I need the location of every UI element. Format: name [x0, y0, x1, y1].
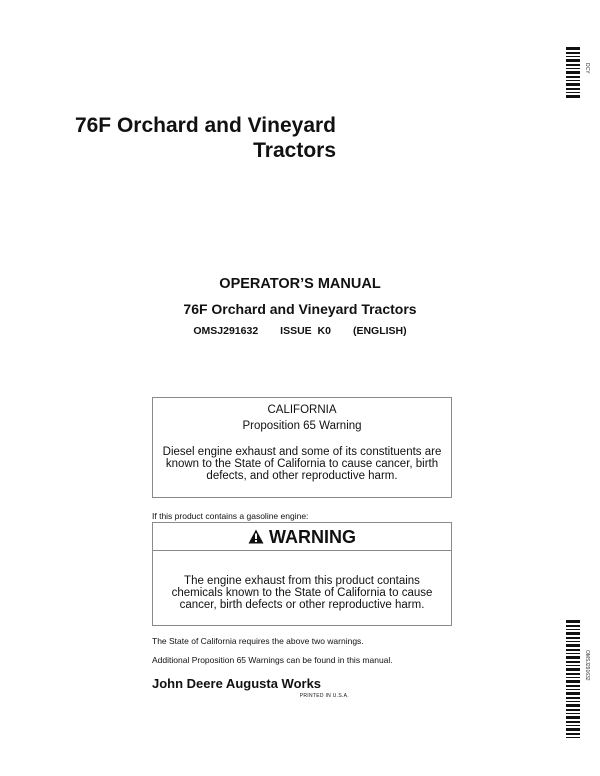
- barcode-bar: [566, 625, 580, 627]
- barcode-bar: [566, 629, 580, 630]
- document-title-line2: Tractors: [253, 139, 336, 162]
- barcode-bar: [566, 704, 580, 707]
- proposition-label: Proposition 65 Warning: [242, 420, 362, 432]
- manual-heading: OPERATOR’S MANUAL: [219, 276, 381, 292]
- top-barcode: [566, 47, 580, 99]
- barcode-bar: [566, 709, 580, 711]
- bottom-barcode: [566, 620, 580, 740]
- manual-code: OMSJ291632: [193, 325, 259, 337]
- barcode-bar: [566, 692, 580, 695]
- publisher-name: John Deere Augusta Works: [152, 676, 322, 691]
- barcode-bar: [566, 656, 580, 659]
- barcode-bar: [566, 92, 580, 93]
- barcode-bar: [566, 668, 580, 671]
- barcode-bar: [566, 733, 580, 735]
- barcode-bar: [566, 644, 580, 647]
- california-label: CALIFORNIA: [267, 404, 337, 416]
- barcode-bar: [566, 721, 580, 723]
- california-warning-text: Diesel engine exhaust and some of its constituents are known to the State of California to cause cancer, birth defects, and other reproductive harm.: [162, 446, 442, 482]
- barcode-bar: [566, 665, 580, 666]
- barcode-bar: [566, 716, 580, 719]
- manual-subtitle: 76F Orchard and Vineyard Tractors: [183, 301, 417, 317]
- gasoline-note: If this product contains a gasoline engine:: [152, 511, 309, 521]
- barcode-bar: [566, 673, 580, 675]
- barcode-bar: [566, 701, 580, 702]
- barcode-bar: [566, 680, 580, 683]
- warning-heading: WARNING: [269, 526, 356, 547]
- barcode-bar: [566, 649, 580, 651]
- warning-header: [153, 523, 451, 551]
- barcode-bar: [566, 685, 580, 687]
- barcode-bar: [566, 47, 580, 50]
- manual-language: (ENGLISH): [352, 325, 407, 337]
- requirement-note: The State of California requires the above two warnings.: [152, 636, 364, 646]
- barcode-bar: [566, 689, 580, 690]
- warning-text: The engine exhaust from this product contains chemicals known to the State of California to cause cancer, birth defects or other reproductive harm.: [171, 575, 433, 611]
- manual-issue: ISSUE K0: [280, 325, 331, 337]
- barcode-bar: [566, 59, 580, 62]
- barcode-bar: [566, 95, 580, 98]
- barcode-bar: [566, 637, 580, 639]
- barcode-bar: [566, 713, 580, 714]
- barcode-bar: [566, 728, 580, 731]
- warning-triangle-icon: [248, 529, 264, 544]
- manual-code-line: [0, 325, 600, 337]
- barcode-bar: [566, 83, 580, 86]
- bottom-barcode-label: OMSJ291632: [584, 650, 590, 681]
- barcode-bar: [566, 620, 580, 623]
- california-warning-box: [152, 397, 452, 498]
- document-title: [40, 113, 336, 163]
- barcode-bar: [566, 661, 580, 663]
- barcode-bar: [566, 88, 580, 90]
- barcode-bar: [566, 68, 580, 69]
- gasoline-warning-box: [152, 522, 452, 626]
- barcode-bar: [566, 76, 580, 78]
- barcode-bar: [566, 725, 580, 726]
- barcode-bar: [566, 677, 580, 678]
- barcode-bar: [566, 64, 580, 66]
- barcode-bar: [566, 71, 580, 74]
- top-barcode-label: DCY: [584, 63, 590, 74]
- barcode-bar: [566, 52, 580, 54]
- barcode-bar: [566, 737, 580, 738]
- additional-note: Additional Proposition 65 Warnings can be found in this manual.: [152, 655, 393, 665]
- document-title-line1: 76F Orchard and Vineyard: [74, 114, 336, 137]
- barcode-bar: [566, 80, 580, 81]
- barcode-bar: [566, 56, 580, 57]
- barcode-bar: [566, 697, 580, 699]
- barcode-bar: [566, 653, 580, 654]
- barcode-bar: [566, 632, 580, 635]
- printed-in-label: PRINTED IN U.S.A.: [299, 693, 349, 699]
- barcode-bar: [566, 641, 580, 642]
